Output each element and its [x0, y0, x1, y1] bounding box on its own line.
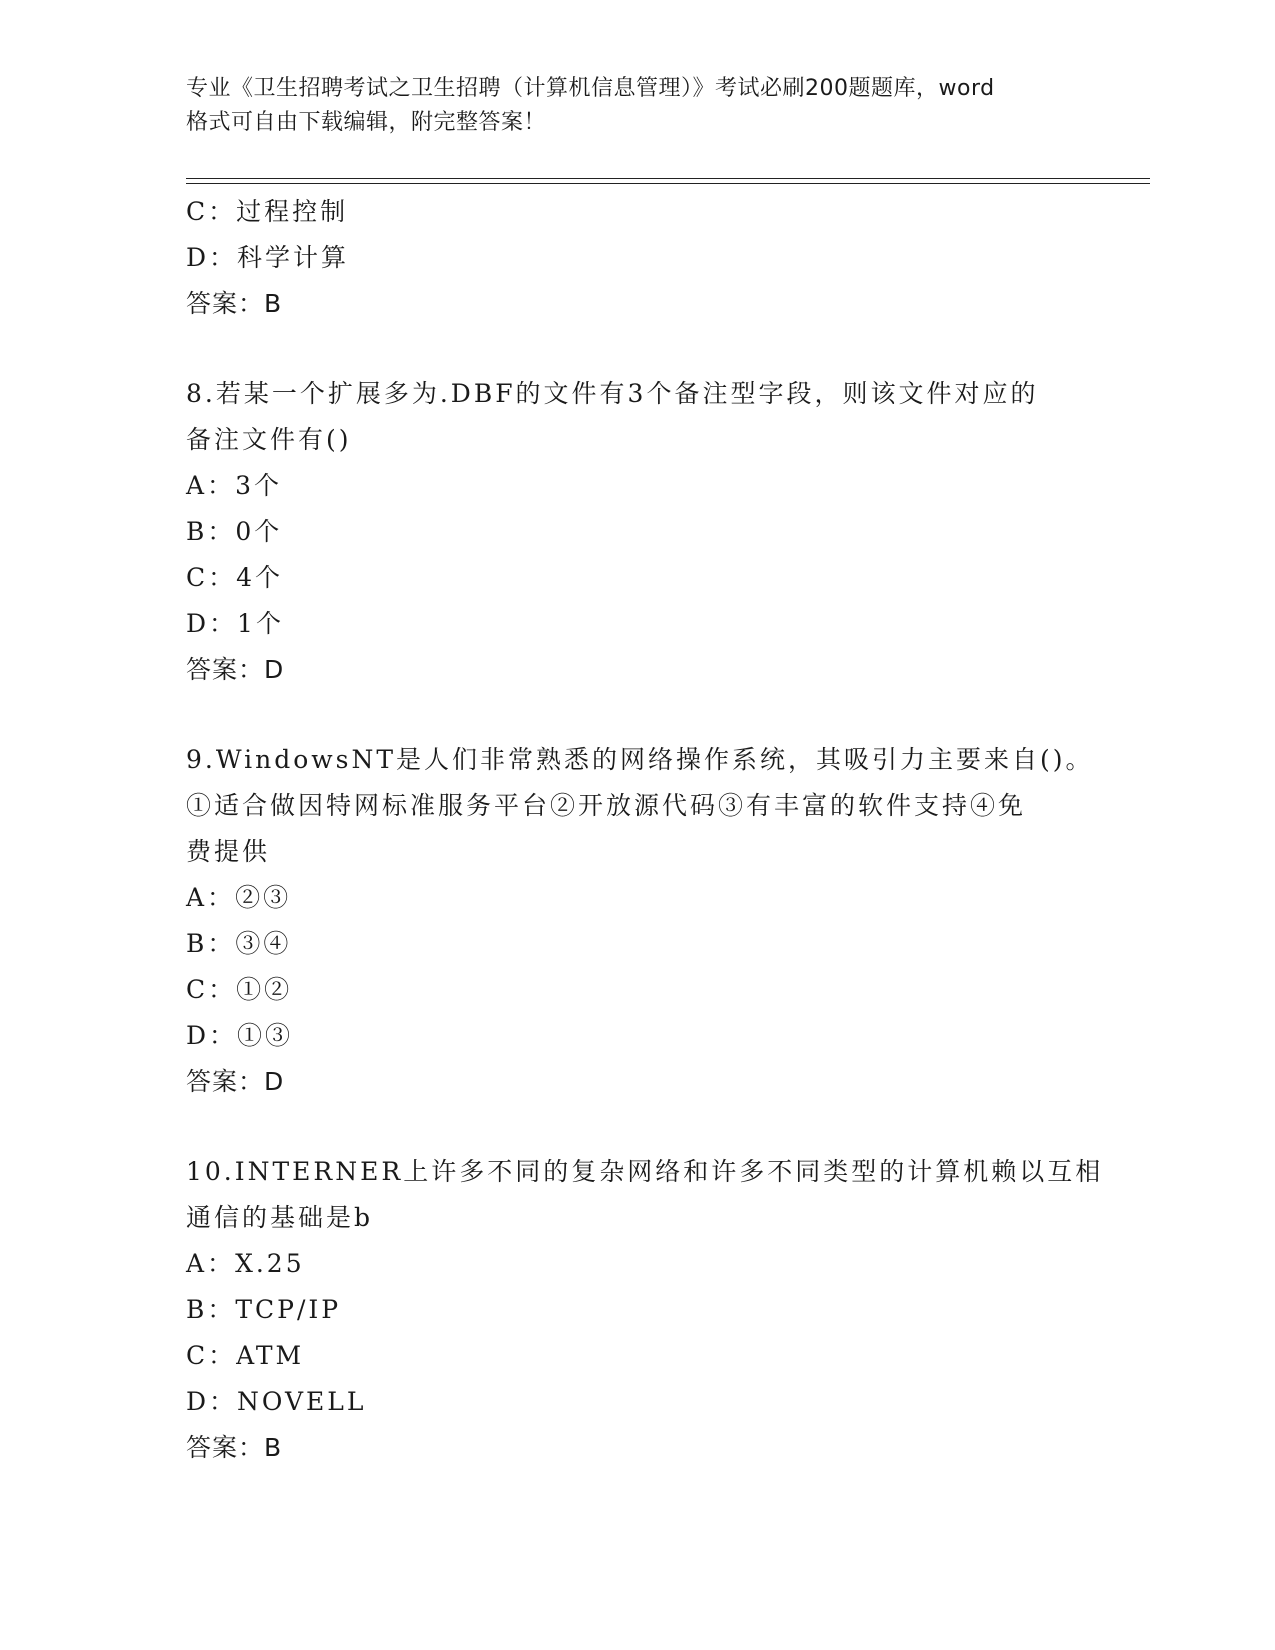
option-label: D：: [186, 243, 238, 272]
option-text: ②③: [235, 883, 292, 912]
option-text: 3个: [235, 471, 282, 500]
option-c: [186, 967, 1086, 1013]
option-c: [186, 555, 1086, 601]
question-text-line: 通信的基础是b: [186, 1203, 374, 1232]
question-10: [186, 1149, 1104, 1471]
question-text-line: 8.若某一个扩展多为.DBF的文件有3个备注型字段，则该文件对应的: [186, 379, 1039, 408]
option-text: 4个: [236, 563, 284, 592]
option-c: [186, 189, 1086, 235]
option-text: 1个: [237, 609, 284, 638]
spacer: [186, 327, 1086, 371]
option-b: [186, 509, 1086, 555]
option-text: ③④: [235, 929, 292, 958]
option-b: [186, 1287, 1086, 1333]
document-header: [186, 72, 1086, 140]
question-text-line: 费提供: [186, 837, 271, 866]
header-divider-top: [186, 178, 1150, 179]
option-a: [186, 875, 1086, 921]
header-line-1: 专业《卫生招聘考试之卫生招聘（计算机信息管理）》考试必刷200题题库，word: [186, 76, 995, 101]
option-text: ①③: [237, 1021, 294, 1050]
option-label: B：: [186, 1295, 236, 1324]
answer-line: 答案：B: [186, 289, 283, 318]
option-d: [186, 235, 1086, 281]
spacer: [186, 693, 1086, 737]
answer-line: 答案：B: [186, 1433, 283, 1462]
option-label: B：: [186, 517, 236, 546]
option-d: [186, 601, 1086, 647]
option-a: [186, 1241, 1086, 1287]
question-text-line: 10.INTERNER上许多不同的复杂网络和许多不同类型的计算机赖以互相: [186, 1157, 1104, 1186]
option-text: TCP/IP: [235, 1295, 342, 1324]
spacer: [186, 1105, 1086, 1149]
option-label: A：: [186, 883, 236, 912]
option-text: X.25: [235, 1249, 305, 1278]
option-text: 过程控制: [236, 197, 349, 226]
answer-line: 答案：D: [186, 1067, 285, 1096]
question-text-line: 备注文件有(): [186, 425, 352, 454]
option-label: D：: [186, 609, 238, 638]
option-text: 科学计算: [237, 243, 350, 272]
question-text-line: ①适合做因特网标准服务平台②开放源代码③有丰富的软件支持④免: [186, 791, 1027, 820]
option-text: ①②: [236, 975, 293, 1004]
option-label: C：: [186, 563, 237, 592]
option-label: C：: [186, 975, 237, 1004]
option-text: NOVELL: [237, 1387, 367, 1416]
previous-question: [186, 189, 1086, 327]
option-a: [186, 463, 1086, 509]
option-label: B：: [186, 929, 236, 958]
option-d: [186, 1379, 1086, 1425]
option-label: D：: [186, 1387, 238, 1416]
header-line-2: 格式可自由下载编辑，附完整答案！: [186, 110, 547, 135]
option-label: C：: [186, 197, 237, 226]
document-body: [186, 189, 1104, 1471]
option-label: A：: [186, 471, 236, 500]
option-b: [186, 921, 1086, 967]
question-9: [186, 737, 1094, 1105]
question-8: [186, 371, 1086, 693]
option-c: [186, 1333, 1086, 1379]
question-text-line: 9.WindowsNT是人们非常熟悉的网络操作系统，其吸引力主要来自()。: [186, 745, 1094, 774]
option-d: [186, 1013, 1086, 1059]
answer-line: 答案：D: [186, 655, 285, 684]
option-label: C：: [186, 1341, 237, 1370]
option-label: A：: [186, 1249, 236, 1278]
option-text: 0个: [235, 517, 283, 546]
header-divider-bottom: [186, 183, 1150, 184]
option-label: D：: [186, 1021, 238, 1050]
option-text: ATM: [236, 1341, 305, 1370]
